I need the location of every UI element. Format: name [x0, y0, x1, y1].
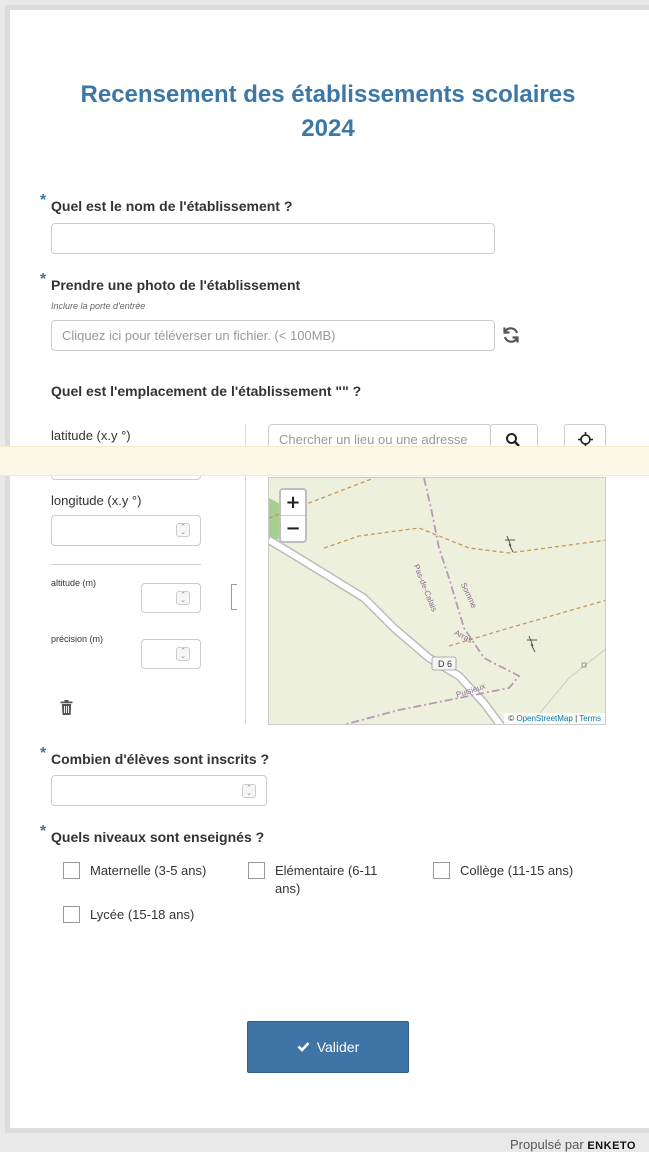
form-title: Recensement des établissements scolaires 2024	[80, 81, 576, 142]
school-name-input[interactable]	[51, 223, 495, 254]
attribution-separator: |	[575, 714, 578, 723]
trash-icon[interactable]	[60, 700, 73, 719]
zoom-in-button[interactable]: +	[281, 490, 305, 516]
option-label-college[interactable]: Collège (11-15 ans)	[460, 863, 574, 878]
required-marker: *	[40, 192, 47, 209]
check-icon	[297, 1039, 310, 1055]
coordinates-divider	[51, 564, 201, 565]
altitude-input[interactable]	[141, 583, 201, 613]
location-map[interactable]	[268, 477, 606, 725]
map-attribution	[504, 713, 605, 724]
zoom-out-button[interactable]: −	[285, 518, 301, 539]
altitude-label: altitude (m)	[51, 578, 97, 588]
precision-label: précision (m)	[51, 634, 104, 644]
powered-by-text: Propulsé par	[510, 1137, 584, 1152]
question-location-label: Quel est l'emplacement de l'établissement "" ?	[51, 383, 362, 399]
submit-button[interactable]	[247, 1021, 409, 1073]
attribution-prefix: ©	[508, 714, 515, 723]
bracket-mark	[231, 584, 237, 610]
required-marker: *	[40, 823, 47, 840]
option-label-maternelle[interactable]: Maternelle (3-5 ans)	[90, 863, 207, 878]
checkbox-elementaire[interactable]	[248, 862, 265, 879]
question-levels-label: Quels niveaux sont enseignés ?	[51, 829, 265, 845]
longitude-spinner[interactable]: ⌃ ⌄	[176, 523, 190, 537]
option-label-lycee[interactable]: Lycée (15-18 ans)	[90, 907, 195, 922]
question-photo-label: Prendre une photo de l'établissement	[51, 277, 301, 293]
photo-hint: Inclure la porte d'entrée	[51, 301, 146, 311]
osm-link[interactable]: OpenStreetMap	[516, 714, 573, 723]
notification-banner	[0, 446, 649, 476]
submit-label: Valider	[316, 1039, 360, 1055]
option-label-elementaire[interactable]: Elémentaire (6-11 ans)	[275, 863, 378, 896]
latitude-label: latitude (x.y °)	[51, 428, 131, 443]
required-marker: *	[40, 745, 47, 762]
refresh-icon[interactable]	[501, 325, 521, 349]
checkbox-college[interactable]	[433, 862, 450, 879]
checkbox-lycee[interactable]	[63, 906, 80, 923]
question-name-label: Quel est le nom de l'établissement ?	[51, 198, 293, 214]
map-place-label: Puisieux	[455, 681, 487, 700]
students-spinner[interactable]: ⌃ ⌄	[242, 784, 256, 798]
longitude-label: longitude (x.y °)	[51, 493, 142, 508]
precision-spinner[interactable]: ⌃ ⌄	[176, 647, 190, 661]
map-road-label: D 6	[438, 659, 453, 669]
map-tiles	[269, 478, 606, 725]
checkbox-maternelle[interactable]	[63, 862, 80, 879]
enketo-logo[interactable]: ENKETO	[587, 1140, 636, 1152]
file-upload-input[interactable]	[51, 320, 495, 351]
map-place-label: Pas-de-Calais	[411, 563, 439, 613]
precision-input[interactable]	[141, 639, 201, 669]
question-students-label: Combien d'élèves sont inscrits ?	[51, 751, 270, 767]
required-marker: *	[40, 271, 47, 288]
map-zoom-control	[279, 488, 307, 543]
terms-link[interactable]: Terms	[579, 714, 601, 723]
altitude-spinner[interactable]: ⌃ ⌄	[176, 591, 190, 605]
map-place-label: Somme	[458, 581, 479, 610]
map-place-label: Arras	[452, 628, 474, 645]
longitude-input[interactable]	[51, 515, 201, 546]
students-count-input[interactable]	[51, 775, 267, 806]
